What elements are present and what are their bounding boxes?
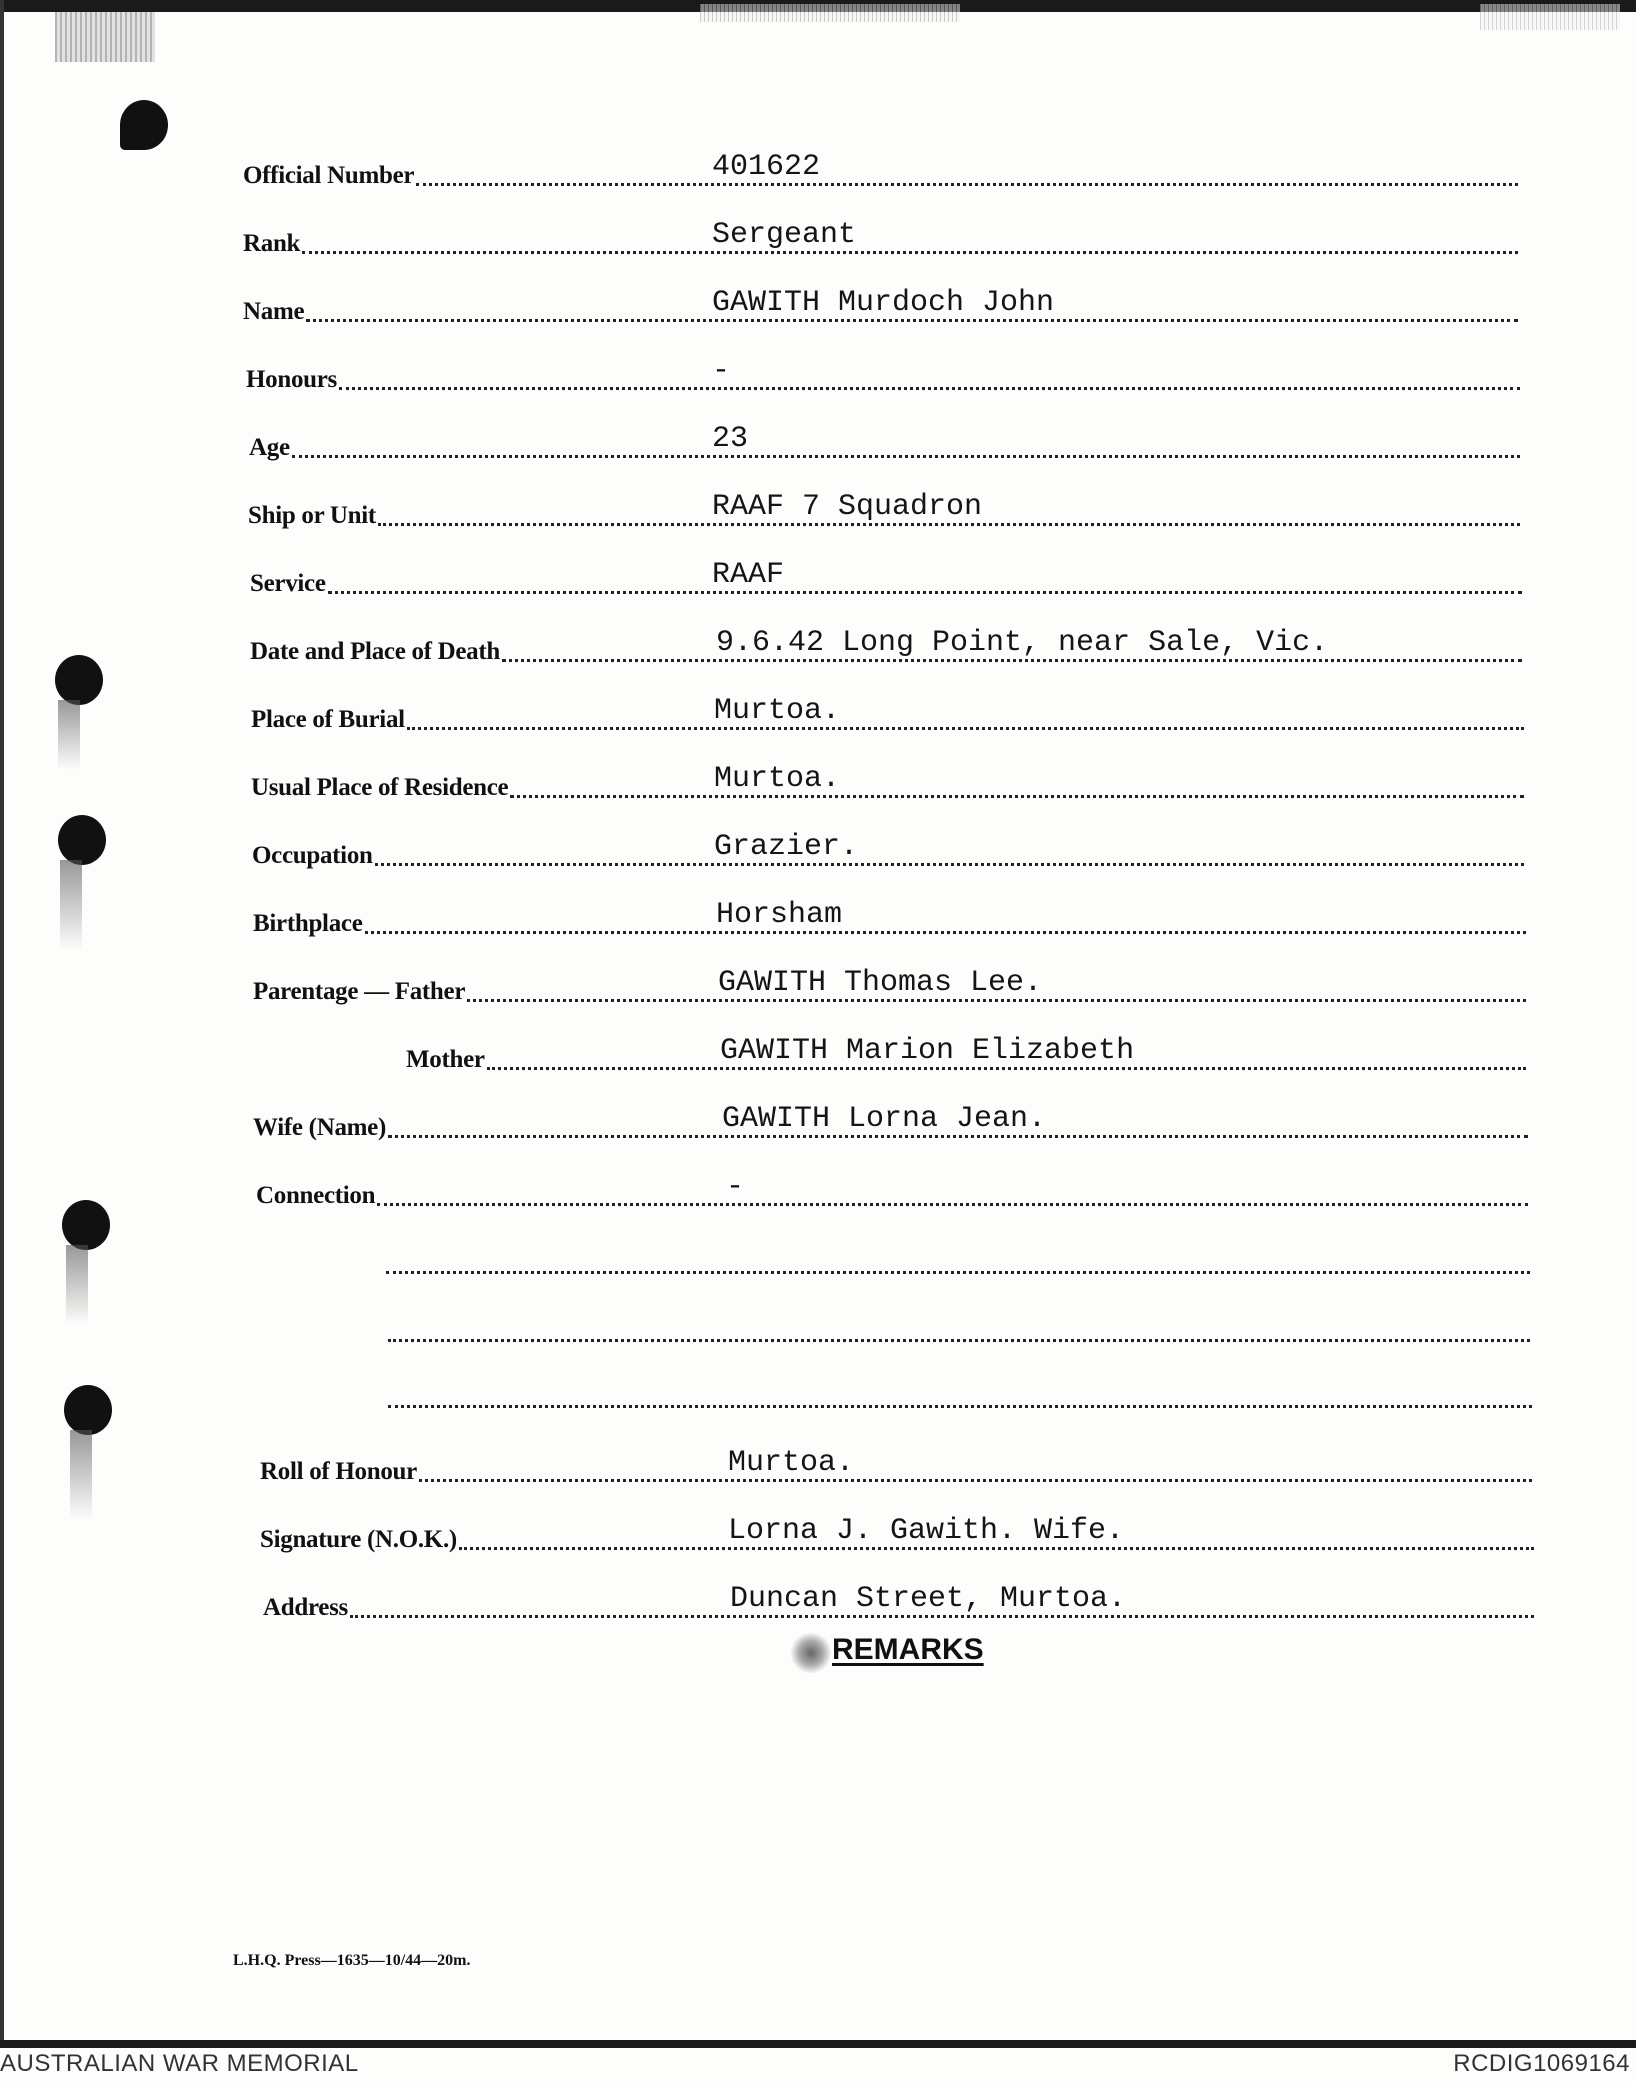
field-value: - [712, 354, 731, 388]
dotted-leader-line [388, 1405, 1532, 1408]
field-label: Rank [243, 230, 301, 257]
field-label: Occupation [252, 842, 373, 869]
field-label: Honours [246, 366, 337, 393]
field-label: Wife (Name) [253, 1114, 386, 1141]
form-field-row [0, 616, 1636, 672]
dotted-leader-line [302, 251, 1518, 254]
field-value: Murtoa. [714, 694, 841, 728]
field-value: 9.6.42 Long Point, near Sale, Vic. [716, 626, 1329, 660]
form-field-row [0, 1160, 1636, 1216]
form-field-row [0, 820, 1636, 876]
form-field-row [0, 1024, 1636, 1080]
dotted-leader-line [416, 183, 1518, 186]
field-value: GAWITH Thomas Lee. [718, 966, 1043, 1000]
field-value: GAWITH Lorna Jean. [722, 1102, 1047, 1136]
field-label: Service [250, 570, 326, 597]
field-value: 23 [712, 422, 749, 456]
field-value: GAWITH Marion Elizabeth [720, 1034, 1135, 1068]
field-label: Connection [256, 1182, 376, 1209]
dotted-leader-line [510, 795, 1524, 798]
field-value: Duncan Street, Murtoa. [730, 1582, 1127, 1616]
field-label: Birthplace [253, 910, 363, 937]
form-field-row [0, 1362, 1636, 1418]
field-value: Horsham [716, 898, 843, 932]
field-value: RAAF [712, 558, 785, 592]
field-value: 401622 [712, 150, 821, 184]
field-value: - [726, 1170, 745, 1204]
dotted-leader-line [407, 727, 1524, 730]
field-value: RAAF 7 Squadron [712, 490, 983, 524]
form-field-row [0, 140, 1636, 196]
form-field-row [0, 208, 1636, 264]
field-value: Lorna J. Gawith. Wife. [728, 1514, 1125, 1548]
form-field-row [0, 1572, 1636, 1628]
field-label: Roll of Honour [260, 1458, 417, 1485]
field-value: Murtoa. [728, 1446, 855, 1480]
field-label: Place of Burial [251, 706, 405, 733]
form-field-row [0, 276, 1636, 332]
form-field-row [0, 1436, 1636, 1492]
field-label: Ship or Unit [248, 502, 376, 529]
field-label: Official Number [243, 162, 415, 189]
dotted-leader-line [419, 1479, 1532, 1482]
field-value: Sergeant [712, 218, 857, 252]
scan-noise [55, 12, 155, 62]
field-value: Murtoa. [714, 762, 841, 796]
dotted-leader-line [377, 1203, 1528, 1206]
form-field-row [0, 956, 1636, 1012]
field-label: Mother [406, 1046, 485, 1073]
form-field-row [0, 412, 1636, 468]
field-label: Usual Place of Residence [251, 774, 509, 801]
field-value: Grazier. [714, 830, 859, 864]
form-field-row [0, 752, 1636, 808]
form-field-row [0, 1092, 1636, 1148]
field-label: Signature (N.O.K.) [260, 1526, 457, 1553]
scan-noise [1480, 4, 1620, 30]
form-field-row [0, 480, 1636, 536]
dotted-leader-line [339, 387, 1520, 390]
field-value: GAWITH Murdoch John [712, 286, 1055, 320]
dotted-leader-line [292, 455, 1520, 458]
dotted-leader-line [365, 931, 1527, 934]
dotted-leader-line [375, 863, 1524, 866]
scan-bottom-border [0, 2040, 1636, 2048]
field-label: Address [263, 1594, 348, 1621]
field-label: Date and Place of Death [250, 638, 500, 665]
dotted-leader-line [388, 1339, 1530, 1342]
field-label: Parentage — Father [253, 978, 466, 1005]
form-field-row [0, 1228, 1636, 1284]
footer-institution: AUSTRALIAN WAR MEMORIAL [0, 2050, 359, 2077]
scan-noise [700, 4, 960, 22]
field-label: Name [243, 298, 305, 325]
dotted-leader-line [328, 591, 1522, 594]
printer-imprint: L.H.Q. Press—1635—10/44—20m. [233, 1952, 471, 1969]
form-field-row [0, 548, 1636, 604]
form-field-row [0, 1504, 1636, 1560]
form-field-row [0, 684, 1636, 740]
ink-smudge [790, 1632, 832, 1674]
form-field-row [0, 888, 1636, 944]
form-field-row [0, 344, 1636, 400]
form-field-row [0, 1296, 1636, 1352]
footer-record-id: RCDIG1069164 [1453, 2050, 1630, 2077]
dotted-leader-line [386, 1271, 1530, 1274]
field-label: Age [249, 434, 290, 461]
remarks-heading: REMARKS [832, 1633, 984, 1666]
